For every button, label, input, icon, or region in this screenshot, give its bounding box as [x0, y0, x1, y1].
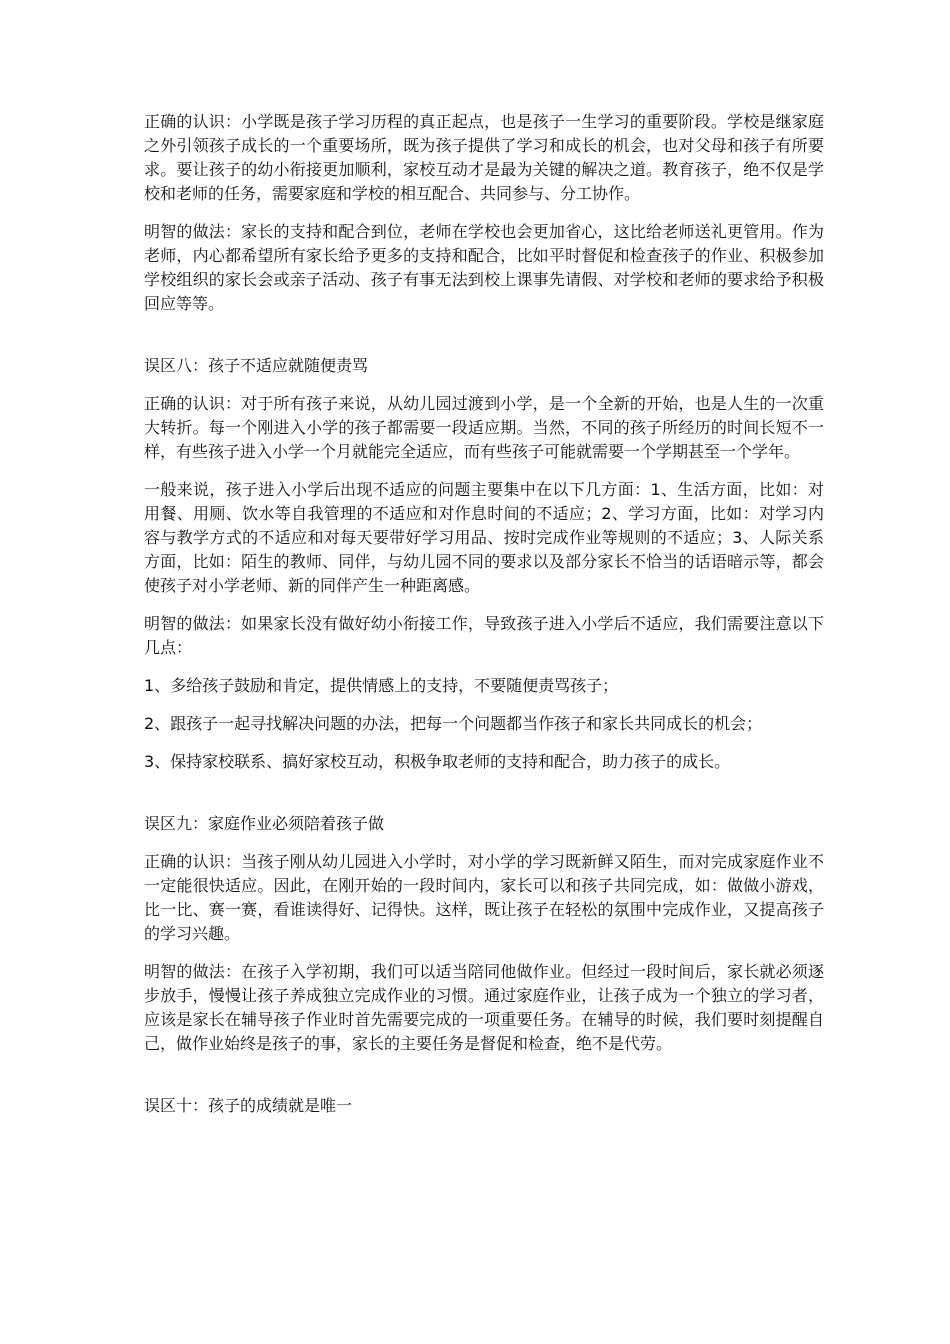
- list-item: 3、保持家校联系、搞好家校互动，积极争取老师的支持和配合，助力孩子的成长。: [144, 752, 731, 771]
- document-page: [144, 110, 824, 1132]
- paragraph-correct-understanding: 正确的认识：对于所有孩子来说，从幼儿园过渡到小学，是一个全新的开始，也是人生的一次重大转折。每一个刚进入小学的孩子都需要一段适应期。当然，不同的孩子所经历的时间长短不一样，有些孩子进入小学一个月就能完全适应，而有些孩子可能就需要一个学期甚至一个学年。: [144, 394, 824, 461]
- section-heading-misconception-10: 误区十：孩子的成绩就是唯一: [144, 1096, 353, 1115]
- section-heading-misconception-9: 误区九：家庭作业必须陪着孩子做: [144, 814, 385, 833]
- list-item: 2、跟孩子一起寻找解决问题的办法，把每一个问题都当作孩子和家长共同成长的机会；: [144, 714, 763, 733]
- paragraph-wise-approach: 明智的做法：在孩子入学初期，我们可以适当陪同他做作业。但经过一段时间后，家长就必须逐步放手，慢慢让孩子养成独立完成作业的习惯。通过家庭作业，让孩子成为一个独立的学习者，应该是家长在辅导孩子作业时首先需要完成的一项重要任务。在辅导的时候，我们要时刻提醒自己，做作业始终是孩子的事，家长的主要任务是督促和检查，绝不是代劳。: [144, 962, 824, 1053]
- paragraph-general: 一般来说，孩子进入小学后出现不适应的问题主要集中在以下几方面：1、生活方面，比如：对用餐、用厕、饮水等自我管理的不适应和对作息时间的不适应；2、学习方面，比如：对学习内容与教学方式的不适应和对每天要带好学习用品、按时完成作业等规则的不适应；3、人际关系方面，比如：陌生的教师、同伴，与幼儿园不同的要求以及部分家长不恰当的话语暗示等，都会使孩子对小学老师、新的同伴产生一种距离感。: [144, 480, 824, 595]
- section-heading-misconception-8: 误区八：孩子不适应就随便责骂: [144, 356, 369, 375]
- paragraph-correct-understanding: 正确的认识：当孩子刚从幼儿园进入小学时，对小学的学习既新鲜又陌生，而对完成家庭作业不一定能很快适应。因此，在刚开始的一段时间内，家长可以和孩子共同完成，如：做做小游戏，比一比、赛一赛，看谁读得好、记得快。这样，既让孩子在轻松的氛围中完成作业，又提高孩子的学习兴趣。: [144, 852, 824, 943]
- paragraph-wise-approach: 明智的做法：如果家长没有做好幼小衔接工作，导致孩子进入小学后不适应，我们需要注意以下几点：: [144, 614, 824, 657]
- paragraph-correct-understanding: 正确的认识：小学既是孩子学习历程的真正起点，也是孩子一生学习的重要阶段。学校是继家庭之外引领孩子成长的一个重要场所，既为孩子提供了学习和成长的机会，也对父母和孩子有所要求。要让孩子的幼小衔接更加顺利，家校互动才是最为关键的解决之道。教育孩子，绝不仅是学校和老师的任务，需要家庭和学校的相互配合、共同参与、分工协作。: [144, 112, 824, 203]
- list-item: 1、多给孩子鼓励和肯定，提供情感上的支持，不要随便责骂孩子；: [144, 676, 619, 695]
- paragraph-wise-approach: 明智的做法：家长的支持和配合到位，老师在学校也会更加省心，这比给老师送礼更管用。作为老师，内心都希望所有家长给予更多的支持和配合，比如平时督促和检查孩子的作业、积极参加学校组织的家长会或亲子活动、孩子有事无法到校上课事先请假、对学校和老师的要求给予积极回应等等。: [144, 222, 824, 313]
